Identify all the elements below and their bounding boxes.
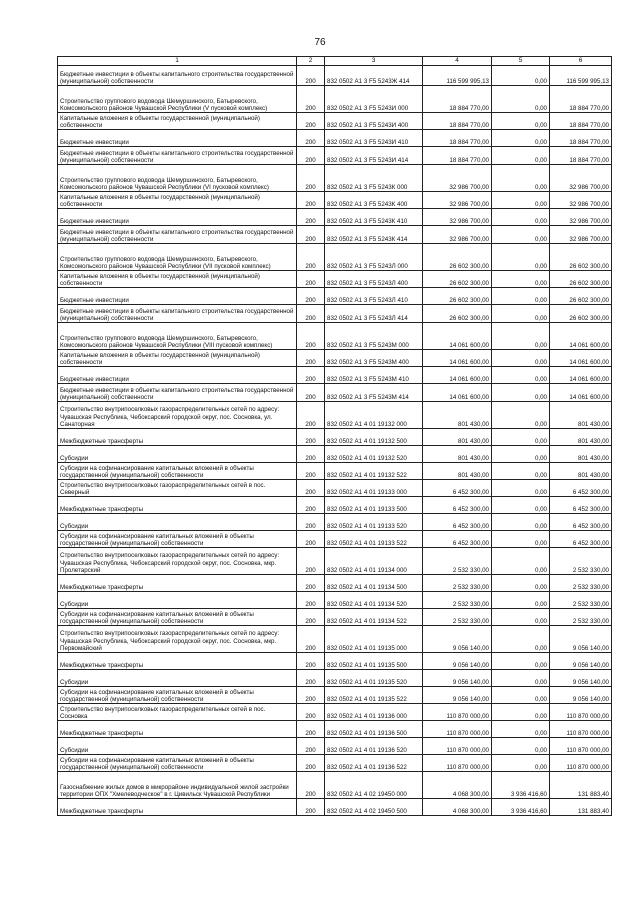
table-row [58,531,612,548]
row-classification-code: 832 0502 А1 4 01 19133 520 [325,514,423,531]
row-executed-amount: 0,00 [492,323,550,350]
row-name: Субсидии на софинансирование капитальных вложений в объекты государственной (муниципальной) собственности [58,687,297,704]
row-code: 200 [297,323,325,350]
row-classification-code: 832 0502 А1 4 01 19135 520 [325,670,423,687]
row-executed-amount: 0,00 [492,609,550,626]
row-plan-amount: 18 884 770,00 [423,113,492,130]
row-classification-code: 832 0502 А1 3 F5 5243Л 410 [325,288,423,305]
table-row [58,548,612,575]
row-code: 200 [297,721,325,738]
row-code: 200 [297,402,325,429]
row-executed-amount: 0,00 [492,497,550,514]
row-name: Межбюджетные трансферты [58,653,297,670]
table-row [58,226,612,244]
row-name: Субсидии [58,446,297,463]
row-executed-amount: 0,00 [492,350,550,367]
row-classification-code: 832 0502 А1 4 01 19134 520 [325,592,423,609]
row-plan-amount: 32 986 700,00 [423,165,492,192]
table-row [58,626,612,653]
table-row [58,446,612,463]
table-row [58,497,612,514]
row-remaining-amount: 9 056 140,00 [550,687,612,704]
row-plan-amount: 9 056 140,00 [423,653,492,670]
row-plan-amount: 14 061 600,00 [423,367,492,384]
row-code: 200 [297,548,325,575]
row-code: 200 [297,575,325,592]
row-executed-amount: 0,00 [492,704,550,721]
table-row [58,384,612,402]
row-plan-amount: 14 061 600,00 [423,350,492,367]
row-executed-amount: 0,00 [492,402,550,429]
row-classification-code: 832 0502 А1 4 01 19136 522 [325,755,423,772]
row-classification-code: 832 0502 А1 3 F5 5243К 400 [325,192,423,209]
row-remaining-amount: 6 452 300,00 [550,497,612,514]
row-classification-code: 832 0502 А1 4 01 19136 000 [325,704,423,721]
row-executed-amount: 0,00 [492,226,550,244]
row-classification-code: 832 0502 А1 3 F5 5243И 000 [325,86,423,113]
row-plan-amount: 6 452 300,00 [423,514,492,531]
row-name: Субсидии на софинансирование капитальных вложений в объекты государственной (муниципальной) собственности [58,609,297,626]
row-executed-amount: 0,00 [492,531,550,548]
row-plan-amount: 9 056 140,00 [423,626,492,653]
row-name: Строительство внутрипоселковых газораспределительных сетей в пос. Северный [58,480,297,497]
row-remaining-amount: 32 986 700,00 [550,209,612,226]
row-classification-code: 832 0502 А1 3 F5 5243Л 400 [325,271,423,288]
row-code: 200 [297,687,325,704]
table-row [58,609,612,626]
row-code: 200 [297,772,325,799]
row-name: Капитальные вложения в объекты государственной (муниципальной) собственности [58,271,297,288]
row-classification-code: 832 0502 А1 4 01 19132 520 [325,446,423,463]
row-executed-amount: 0,00 [492,305,550,323]
row-executed-amount: 0,00 [492,192,550,209]
row-code: 200 [297,670,325,687]
table-row [58,66,612,86]
row-name: Субсидии [58,592,297,609]
row-name: Капитальные вложения в объекты государственной (муниципальной) собственности [58,350,297,367]
table-row [58,192,612,209]
row-code: 200 [297,86,325,113]
row-name: Бюджетные инвестиции в объекты капитального строительства государственной (муниципальной) собственности [58,147,297,165]
row-code: 200 [297,305,325,323]
table-body [58,66,612,816]
row-plan-amount: 801 430,00 [423,402,492,429]
budget-table [57,56,612,816]
row-name: Строительство группового водовода Шемуршинского, Батыревского, Комсомольского районов Чувашской Республики (V пусковой комплекс) [58,86,297,113]
row-code: 200 [297,429,325,446]
row-plan-amount: 801 430,00 [423,429,492,446]
table-row [58,480,612,497]
row-code: 200 [297,799,325,816]
row-classification-code: 832 0502 А1 3 F5 5243К 410 [325,209,423,226]
row-classification-code: 832 0502 А1 4 01 19134 522 [325,609,423,626]
row-code: 200 [297,244,325,271]
row-remaining-amount: 14 061 600,00 [550,350,612,367]
row-name: Субсидии на софинансирование капитальных вложений в объекты государственной (муниципальной) собственности [58,531,297,548]
table-row [58,271,612,288]
row-plan-amount: 6 452 300,00 [423,497,492,514]
row-plan-amount: 6 452 300,00 [423,480,492,497]
row-classification-code: 832 0502 А1 4 02 19450 000 [325,772,423,799]
row-classification-code: 832 0502 А1 3 F5 5243Ж 414 [325,66,423,86]
table-row [58,147,612,165]
table-row [58,755,612,772]
row-executed-amount: 0,00 [492,165,550,192]
row-name: Строительство группового водовода Шемуршинского, Батыревского, Комсомольского районов Чувашской Республики (VI пусковой комплекс) [58,165,297,192]
row-classification-code: 832 0502 А1 4 01 19133 000 [325,480,423,497]
row-executed-amount: 0,00 [492,130,550,147]
row-remaining-amount: 9 056 140,00 [550,653,612,670]
table-row [58,113,612,130]
row-remaining-amount: 2 532 330,00 [550,592,612,609]
row-name: Субсидии на софинансирование капитальных вложений в объекты государственной (муниципальной) собственности [58,755,297,772]
table-row [58,721,612,738]
row-name: Межбюджетные трансферты [58,721,297,738]
row-executed-amount: 3 936 416,60 [492,799,550,816]
row-name: Бюджетные инвестиции [58,130,297,147]
row-remaining-amount: 26 602 300,00 [550,271,612,288]
table-row [58,288,612,305]
table-row [58,323,612,350]
row-classification-code: 832 0502 А1 4 02 19450 500 [325,799,423,816]
table-row [58,592,612,609]
row-plan-amount: 9 056 140,00 [423,670,492,687]
row-code: 200 [297,226,325,244]
row-executed-amount: 0,00 [492,755,550,772]
row-name: Строительство группового водовода Шемуршинского, Батыревского, Комсомольского районов Чувашской Республики (VII пусковой комплекс) [58,244,297,271]
row-executed-amount: 0,00 [492,670,550,687]
table-row [58,350,612,367]
row-name: Субсидии на софинансирование капитальных вложений в объекты государственной (муниципальной) собственности [58,463,297,480]
table-row [58,704,612,721]
row-plan-amount: 18 884 770,00 [423,86,492,113]
row-remaining-amount: 2 532 330,00 [550,548,612,575]
row-plan-amount: 14 061 600,00 [423,384,492,402]
row-plan-amount: 26 602 300,00 [423,244,492,271]
row-code: 200 [297,592,325,609]
row-name: Субсидии [58,514,297,531]
row-remaining-amount: 6 452 300,00 [550,531,612,548]
row-classification-code: 832 0502 А1 4 01 19134 500 [325,575,423,592]
row-executed-amount: 0,00 [492,480,550,497]
row-code: 200 [297,271,325,288]
table-row [58,305,612,323]
row-classification-code: 832 0502 А1 4 01 19132 500 [325,429,423,446]
row-remaining-amount: 116 599 995,13 [550,66,612,86]
table-row [58,575,612,592]
row-classification-code: 832 0502 А1 4 01 19133 522 [325,531,423,548]
row-executed-amount: 3 936 416,60 [492,772,550,799]
row-classification-code: 832 0502 А1 4 01 19135 000 [325,626,423,653]
row-executed-amount: 0,00 [492,687,550,704]
header-col-6: 6 [550,57,612,66]
row-plan-amount: 26 602 300,00 [423,305,492,323]
row-remaining-amount: 32 986 700,00 [550,192,612,209]
row-classification-code: 832 0502 А1 3 F5 5243И 400 [325,113,423,130]
row-executed-amount: 0,00 [492,209,550,226]
row-executed-amount: 0,00 [492,147,550,165]
row-executed-amount: 0,00 [492,86,550,113]
row-name: Субсидии [58,670,297,687]
row-remaining-amount: 14 061 600,00 [550,367,612,384]
row-plan-amount: 32 986 700,00 [423,226,492,244]
row-remaining-amount: 32 986 700,00 [550,226,612,244]
row-code: 200 [297,738,325,755]
row-plan-amount: 2 532 330,00 [423,548,492,575]
row-remaining-amount: 26 602 300,00 [550,305,612,323]
row-plan-amount: 6 452 300,00 [423,531,492,548]
row-plan-amount: 116 599 995,13 [423,66,492,86]
header-col-1: 1 [58,57,297,66]
row-plan-amount: 14 061 600,00 [423,323,492,350]
row-plan-amount: 4 068 300,00 [423,772,492,799]
row-code: 200 [297,480,325,497]
row-name: Строительство группового водовода Шемуршинского, Батыревского, Комсомольского районов Чувашской Республики (VIII пусковой комплекс) [58,323,297,350]
row-executed-amount: 0,00 [492,626,550,653]
row-code: 200 [297,367,325,384]
row-name: Бюджетные инвестиции [58,367,297,384]
row-executed-amount: 0,00 [492,548,550,575]
row-name: Газоснабжение жилых домов в микрорайоне индивидуальной жилой застройки территории ОПХ "Хмелеводческое" в г. Цивильск Чувашской Республики [58,772,297,799]
row-classification-code: 832 0502 А1 3 F5 5243М 414 [325,384,423,402]
row-plan-amount: 110 870 000,00 [423,738,492,755]
row-remaining-amount: 14 061 600,00 [550,323,612,350]
row-name: Капитальные вложения в объекты государственной (муниципальной) собственности [58,113,297,130]
row-classification-code: 832 0502 А1 4 01 19136 520 [325,738,423,755]
row-remaining-amount: 18 884 770,00 [550,147,612,165]
row-classification-code: 832 0502 А1 4 01 19135 500 [325,653,423,670]
row-executed-amount: 0,00 [492,738,550,755]
row-code: 200 [297,288,325,305]
row-code: 200 [297,704,325,721]
row-executed-amount: 0,00 [492,113,550,130]
table-row [58,687,612,704]
row-remaining-amount: 2 532 330,00 [550,575,612,592]
row-name: Бюджетные инвестиции [58,209,297,226]
table-row [58,738,612,755]
row-remaining-amount: 2 532 330,00 [550,609,612,626]
row-code: 200 [297,165,325,192]
row-plan-amount: 18 884 770,00 [423,147,492,165]
row-remaining-amount: 131 883,40 [550,772,612,799]
header-col-3: 3 [325,57,423,66]
row-code: 200 [297,626,325,653]
row-name: Бюджетные инвестиции в объекты капитального строительства государственной (муниципальной) собственности [58,384,297,402]
header-col-4: 4 [423,57,492,66]
row-classification-code: 832 0502 А1 4 01 19135 522 [325,687,423,704]
row-executed-amount: 0,00 [492,446,550,463]
table-row [58,653,612,670]
row-remaining-amount: 131 883,40 [550,799,612,816]
row-remaining-amount: 110 870 000,00 [550,738,612,755]
table-row [58,367,612,384]
row-name: Строительство внутрипоселковых газораспределительных сетей в пос. Сосновка [58,704,297,721]
row-plan-amount: 2 532 330,00 [423,575,492,592]
row-executed-amount: 0,00 [492,653,550,670]
row-classification-code: 832 0502 А1 3 F5 5243И 414 [325,147,423,165]
row-classification-code: 832 0502 А1 3 F5 5243И 410 [325,130,423,147]
row-remaining-amount: 14 061 600,00 [550,384,612,402]
row-name: Межбюджетные трансферты [58,497,297,514]
row-classification-code: 832 0502 А1 3 F5 5243К 414 [325,226,423,244]
row-name: Бюджетные инвестиции в объекты капитального строительства государственной (муниципальной) собственности [58,66,297,86]
row-remaining-amount: 26 602 300,00 [550,244,612,271]
row-remaining-amount: 801 430,00 [550,402,612,429]
row-executed-amount: 0,00 [492,514,550,531]
row-name: Капитальные вложения в объекты государственной (муниципальной) собственности [58,192,297,209]
row-classification-code: 832 0502 А1 4 01 19132 522 [325,463,423,480]
table-row [58,402,612,429]
table-row [58,799,612,816]
row-remaining-amount: 18 884 770,00 [550,130,612,147]
row-code: 200 [297,514,325,531]
row-plan-amount: 32 986 700,00 [423,192,492,209]
row-executed-amount: 0,00 [492,271,550,288]
row-code: 200 [297,192,325,209]
row-remaining-amount: 6 452 300,00 [550,480,612,497]
row-code: 200 [297,384,325,402]
row-executed-amount: 0,00 [492,367,550,384]
row-executed-amount: 0,00 [492,66,550,86]
row-code: 200 [297,147,325,165]
row-plan-amount: 801 430,00 [423,446,492,463]
row-remaining-amount: 6 452 300,00 [550,514,612,531]
row-code: 200 [297,209,325,226]
row-plan-amount: 110 870 000,00 [423,755,492,772]
table-row [58,670,612,687]
row-remaining-amount: 801 430,00 [550,429,612,446]
table-row [58,86,612,113]
row-remaining-amount: 110 870 000,00 [550,721,612,738]
row-classification-code: 832 0502 А1 3 F5 5243Л 000 [325,244,423,271]
row-name: Бюджетные инвестиции в объекты капитального строительства государственной (муниципальной) собственности [58,305,297,323]
row-executed-amount: 0,00 [492,575,550,592]
row-classification-code: 832 0502 А1 4 01 19136 500 [325,721,423,738]
row-code: 200 [297,497,325,514]
row-executed-amount: 0,00 [492,463,550,480]
table-header [58,57,612,66]
row-name: Межбюджетные трансферты [58,799,297,816]
row-code: 200 [297,113,325,130]
row-plan-amount: 4 068 300,00 [423,799,492,816]
header-col-2: 2 [297,57,325,66]
row-plan-amount: 26 602 300,00 [423,271,492,288]
row-executed-amount: 0,00 [492,384,550,402]
row-plan-amount: 2 532 330,00 [423,592,492,609]
row-remaining-amount: 9 056 140,00 [550,670,612,687]
row-remaining-amount: 801 430,00 [550,446,612,463]
row-classification-code: 832 0502 А1 3 F5 5243М 410 [325,367,423,384]
table-row [58,165,612,192]
row-classification-code: 832 0502 А1 4 01 19133 500 [325,497,423,514]
row-code: 200 [297,653,325,670]
row-remaining-amount: 26 602 300,00 [550,288,612,305]
row-name: Строительство внутрипоселковых газораспределительных сетей по адресу: Чувашская Республика, Чебоксарский городской округ, пос. Сосновка, мкр. Первомайский [58,626,297,653]
header-row [58,57,612,66]
row-plan-amount: 9 056 140,00 [423,687,492,704]
table-row [58,463,612,480]
row-classification-code: 832 0502 А1 3 F5 5243М 000 [325,323,423,350]
row-executed-amount: 0,00 [492,592,550,609]
row-name: Субсидии [58,738,297,755]
row-code: 200 [297,755,325,772]
row-remaining-amount: 9 056 140,00 [550,626,612,653]
row-remaining-amount: 32 986 700,00 [550,165,612,192]
row-remaining-amount: 110 870 000,00 [550,704,612,721]
row-code: 200 [297,463,325,480]
row-executed-amount: 0,00 [492,244,550,271]
row-name: Бюджетные инвестиции в объекты капитального строительства государственной (муниципальной) собственности [58,226,297,244]
row-plan-amount: 2 532 330,00 [423,609,492,626]
table-row [58,429,612,446]
row-remaining-amount: 801 430,00 [550,463,612,480]
page-number: 76 [314,37,326,48]
table-row [58,130,612,147]
row-code: 200 [297,350,325,367]
header-col-5: 5 [492,57,550,66]
row-remaining-amount: 110 870 000,00 [550,755,612,772]
row-code: 200 [297,66,325,86]
row-executed-amount: 0,00 [492,721,550,738]
row-plan-amount: 18 884 770,00 [423,130,492,147]
table-row [58,772,612,799]
row-code: 200 [297,531,325,548]
row-remaining-amount: 18 884 770,00 [550,113,612,130]
row-name: Межбюджетные трансферты [58,429,297,446]
row-plan-amount: 110 870 000,00 [423,704,492,721]
row-plan-amount: 26 602 300,00 [423,288,492,305]
table-row [58,514,612,531]
row-classification-code: 832 0502 А1 3 F5 5243Л 414 [325,305,423,323]
row-code: 200 [297,130,325,147]
row-classification-code: 832 0502 А1 4 01 19134 000 [325,548,423,575]
row-classification-code: 832 0502 А1 3 F5 5243М 400 [325,350,423,367]
table-row [58,244,612,271]
row-remaining-amount: 18 884 770,00 [550,86,612,113]
row-classification-code: 832 0502 А1 3 F5 5243К 000 [325,165,423,192]
row-code: 200 [297,446,325,463]
row-name: Строительство внутрипоселковых газораспределительных сетей по адресу: Чувашская Республика, Чебоксарский городской округ, пос. Сосновка, ул. Санаторная [58,402,297,429]
row-plan-amount: 32 986 700,00 [423,209,492,226]
row-name: Строительство внутрипоселковых газораспределительных сетей по адресу: Чувашская Республика, Чебоксарский городской округ, пос. Сосновка, мкр. Пролетарский [58,548,297,575]
row-executed-amount: 0,00 [492,429,550,446]
row-name: Межбюджетные трансферты [58,575,297,592]
row-code: 200 [297,609,325,626]
row-plan-amount: 110 870 000,00 [423,721,492,738]
row-name: Бюджетные инвестиции [58,288,297,305]
table-row [58,209,612,226]
row-plan-amount: 801 430,00 [423,463,492,480]
row-classification-code: 832 0502 А1 4 01 19132 000 [325,402,423,429]
row-executed-amount: 0,00 [492,288,550,305]
